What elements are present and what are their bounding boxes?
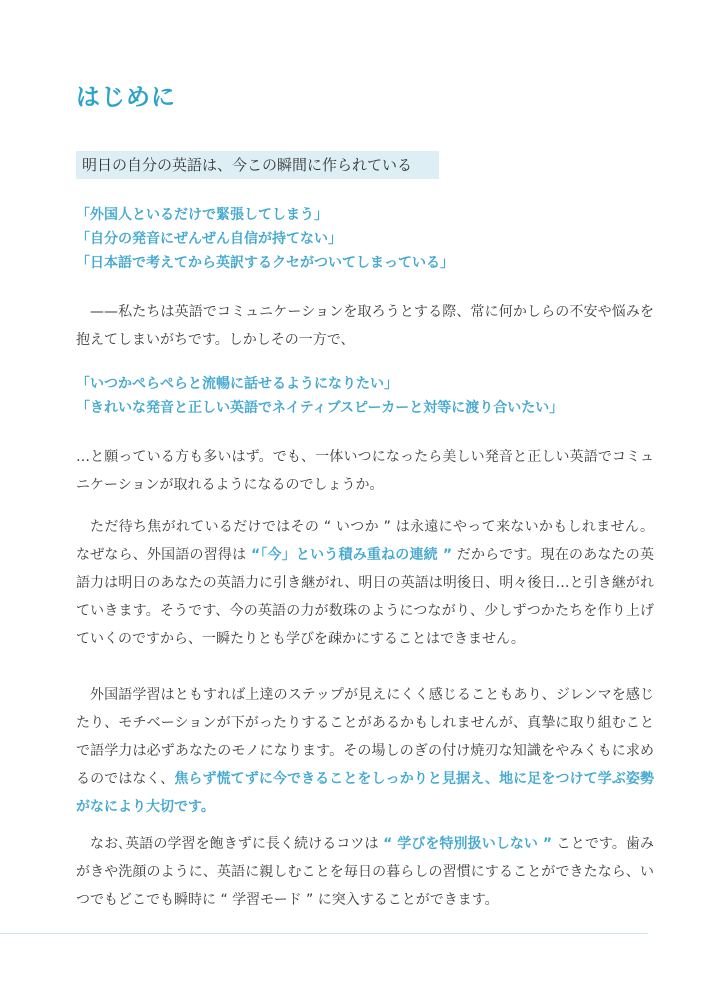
paragraph-text: ことです。歯みがきや洗顔のように、英語に親しむことを毎日の暮らしの習慣にすることができたなら、いつでもどこでも瞬時に “ 学習モード ” に突入することができます。 [76, 836, 654, 908]
subheading: 明日の自分の英語は、今この瞬間に作られている [76, 151, 439, 179]
quote-line: 「いつかぺらぺらと流暢に話せるようになりたい」 [76, 376, 398, 392]
quote-line: 「外国人といるだけで緊張してしまう」 [76, 207, 328, 223]
page-title: はじめに [76, 83, 176, 111]
highlight-text: 焦らず慌てずに今できることをしっかりと見据え、地に足をつけて学ぶ姿勢がなにより大切です。 [76, 771, 654, 815]
paragraph-question: …と願っている方も多いはず。でも、一体いつになったら美しい発音と正しい英語でコミュニケーションが取れるようになるのでしょうか。 [76, 449, 654, 493]
quote-line: 「日本語で考えてから英訳するクセがついてしまっている」 [76, 255, 454, 271]
paragraph-attitude [76, 681, 654, 821]
highlight-text: “「今」という積み重ねの連続 ” [250, 547, 453, 563]
paragraph-now [76, 513, 654, 653]
quote-block-wishes [76, 372, 666, 420]
quote-block-worries [76, 203, 666, 275]
paragraph-text: 外国語学習はともすれば上達のステップが見えにくく感じることもあり、ジレンマを感じたり、モチベーションが下がったりすることがあるかもしれませんが、真摯に取り組むことで語学力は必ずあなたのモノになります。その場しのぎの付け焼刃な知識をやみくもに求めるのではなく、 [76, 687, 654, 787]
paragraph-habit [76, 830, 654, 914]
quote-line: 「きれいな発音と正しい英語でネイティブスピーカーと対等に渡り合いたい」 [76, 400, 564, 416]
paragraph-intro: ——私たちは英語でコミュニケーションを取ろうとする際、常に何かしらの不安や悩みを抱えてしまいがちです。しかしその一方で、 [76, 304, 654, 348]
paragraph-text: だからです。現在のあなたの英語力は明日のあなたの英語力に引き継がれ、明日の英語は明後日、明々後日…と引き継がれていきます。そうです、今の英語の力が数珠のようにつながり、少しずつかたちを作り上げていくのですから、一瞬たりとも学びを疎かにすることはできません。 [76, 547, 654, 647]
highlight-text: “ 学びを特別扱いしない ” [383, 836, 553, 852]
paragraph-text: ただ待ち焦がれているだけではその “ いつか ” は永遠にやって来ないかもしれません。なぜなら、外国語の習得は [76, 519, 654, 563]
footer-divider [0, 933, 648, 934]
quote-line: 「自分の発音にぜんぜん自信が持てない」 [76, 231, 342, 247]
paragraph-text: なお､英語の学習を飽きずに長く続けるコツは [90, 836, 384, 852]
